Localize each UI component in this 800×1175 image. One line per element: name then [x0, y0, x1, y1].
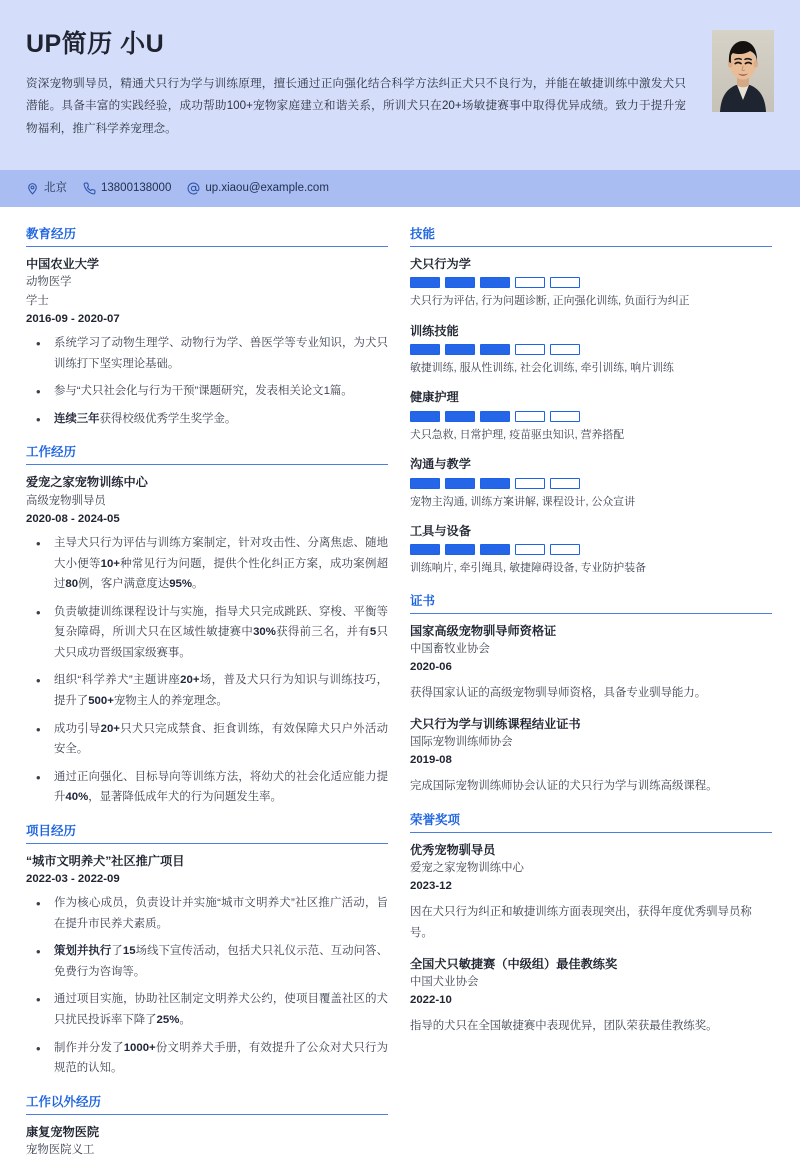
bullet-item: • 策划并执行了15场线下宣传活动，包括犬只礼仪示范、互动问答、免费行为咨询等。 — [30, 941, 388, 982]
entry-date: 2019-08 — [410, 754, 452, 767]
skill-level-bar — [410, 344, 772, 355]
section-left-2 — [26, 824, 388, 1079]
skill-keywords: 训练响片, 牵引绳具, 敏捷障碍设备, 专业防护装备 — [410, 562, 646, 575]
skill-segment — [515, 344, 545, 355]
entry-issuer: 中国犬业协会 — [410, 976, 479, 989]
contact-phone[interactable] — [83, 182, 171, 195]
section-title: 工作以外经历 — [26, 1095, 388, 1115]
skill-segment — [410, 344, 440, 355]
bullet-item: • 制作并分发了1000+份文明养犬手册，有效提升了公众对犬只行为规范的认知。 — [30, 1038, 388, 1079]
contact-email[interactable] — [187, 182, 329, 195]
entry — [410, 955, 772, 1037]
skill-item — [410, 388, 772, 444]
section-left-3 — [26, 1095, 388, 1160]
header-text-block — [26, 26, 696, 141]
bullet-list — [26, 533, 388, 807]
skill-segment — [445, 544, 475, 555]
skill-segment — [515, 411, 545, 422]
bullet-item: • 系统学习了动物生理学、动物行为学、兽医学等专业知识，为犬只训练打下坚实理论基础。 — [30, 333, 388, 374]
entry-subtitle: 高级宠物驯导员 — [26, 494, 106, 507]
left-column — [26, 227, 388, 1175]
bullet-item: • 负责敏捷训练课程设计与实施，指导犬只完成跳跃、穿梭、平衡等复杂障碍，所训犬只在区域性敏捷赛中30%获得前三名，并有5只犬只成功晋级国家级赛事。 — [30, 602, 388, 664]
skill-segment — [410, 478, 440, 489]
contact-location-text: 北京 — [44, 181, 67, 194]
skill-item — [410, 322, 772, 378]
entry-description: 完成国际宠物训练师协会认证的犬只行为学与训练高级课程。 — [410, 779, 718, 792]
entry — [26, 852, 388, 1079]
skill-keywords: 犬只行为评估, 行为问题诊断, 正向强化训练, 负面行为纠正 — [410, 295, 690, 308]
location-pin-icon — [26, 182, 39, 195]
bullet-item: • 成功引导20+只犬只完成禁食、拒食训练，有效保障犬只户外活动安全。 — [30, 719, 388, 760]
contact-location — [26, 182, 67, 195]
skill-segment — [550, 478, 580, 489]
entry-title: 爱宠之家宠物训练中心 — [26, 475, 148, 490]
entry — [410, 841, 772, 944]
skill-segment — [515, 544, 545, 555]
entry-title: “城市文明养犬”社区推广项目 — [26, 853, 185, 868]
bullet-list — [26, 893, 388, 1078]
section-title: 项目经历 — [26, 824, 388, 844]
bullet-item: • 通过正向强化、目标导向等训练方法，将幼犬的社会化适应能力提升40%，显著降低成年犬的行为问题发生率。 — [30, 767, 388, 808]
section-title: 工作经历 — [26, 445, 388, 465]
skill-segment — [480, 344, 510, 355]
entry-title: 犬只行为学与训练课程结业证书 — [410, 716, 581, 731]
entry-date: 2020-06 — [410, 661, 452, 674]
skill-keywords: 敏捷训练, 服从性训练, 社会化训练, 牵引训练, 响片训练 — [410, 362, 674, 375]
entry-date: 2020-08 - 2024-05 — [26, 512, 120, 525]
entry-description: 获得国家认证的高级宠物驯导师资格，具备专业驯导能力。 — [410, 686, 707, 699]
section-title: 证书 — [410, 594, 772, 614]
bullet-item: • 参与“犬只社会化与行为干预”课题研究，发表相关论文1篇。 — [30, 381, 388, 402]
skill-segment — [410, 544, 440, 555]
skill-item — [410, 455, 772, 511]
entry-issuer: 爱宠之家宠物训练中心 — [410, 862, 524, 875]
skill-keywords: 宠物主沟通, 训练方案讲解, 课程设计, 公众宣讲 — [410, 495, 636, 508]
entry-subtitle: 宠物医院义工 — [26, 1143, 95, 1156]
skill-item — [410, 255, 772, 311]
bullet-item: • 连续三年获得校级优秀学生奖学金。 — [30, 409, 388, 430]
entry-title: 康复宠物医院 — [26, 1124, 100, 1139]
bullet-item: • 组织“科学养犬”主题讲座20+场，普及犬只行为知识与训练技巧，提升了500+宠物主人的养宠理念。 — [30, 670, 388, 711]
skill-name: 沟通与教学 — [410, 457, 471, 472]
section-title: 教育经历 — [26, 227, 388, 247]
entry-issuer: 中国畜牧业协会 — [410, 642, 490, 655]
skill-segment — [410, 277, 440, 288]
resume-header — [0, 0, 800, 170]
skill-segment — [445, 478, 475, 489]
entry-issuer: 国际宠物训练师协会 — [410, 736, 513, 748]
bullet-item: • 主导犬只行为评估与训练方案制定，针对攻击性、分离焦虑、随地大小便等10+种常见行为问题，提供个性化纠正方案，成功案例超过80例，客户满意度达95%。 — [30, 533, 388, 595]
section-skills — [410, 227, 772, 578]
entry-date: 2022-03 - 2022-09 — [26, 872, 120, 885]
resume-body — [0, 207, 800, 1175]
entry-title: 优秀宠物驯导员 — [410, 842, 496, 857]
entry — [26, 255, 388, 429]
skill-segment — [445, 277, 475, 288]
entry-description: 指导的犬只在全国敏捷赛中表现优异，团队荣获最佳教练奖。 — [410, 1019, 718, 1032]
entry-title: 全国犬只敏捷赛（中级组）最佳教练奖 — [410, 956, 618, 971]
entry-date: 2016-09 - 2020-07 — [26, 312, 120, 325]
skill-segment — [480, 544, 510, 555]
skill-level-bar — [410, 277, 772, 288]
skill-name: 健康护理 — [410, 390, 459, 405]
skill-segment — [550, 277, 580, 288]
skill-name: 工具与设备 — [410, 523, 471, 538]
section-title: 荣誉奖项 — [410, 813, 772, 833]
skill-segment — [410, 411, 440, 422]
skill-segment — [445, 411, 475, 422]
bullet-item: • 作为核心成员，负责设计并实施“城市文明养犬”社区推广活动，旨在提升市民养犬素质。 — [30, 893, 388, 934]
entry-title: 国家高级宠物驯导师资格证 — [410, 623, 557, 638]
skill-segment — [515, 277, 545, 288]
bullet-item: • 通过项目实施，协助社区制定文明养犬公约，使项目覆盖社区的犬只扰民投诉率下降了25%。 — [30, 989, 388, 1030]
skill-keywords: 犬只急救, 日常护理, 疫苗驱虫知识, 营养搭配 — [410, 428, 625, 441]
section-title: 技能 — [410, 227, 772, 247]
entry-date: 2023-12 — [410, 880, 452, 893]
skill-segment — [550, 411, 580, 422]
section-left-1 — [26, 445, 388, 807]
phone-icon — [83, 182, 96, 195]
avatar — [712, 30, 774, 112]
skill-name: 训练技能 — [410, 323, 459, 338]
entry-subtitle-2: 学士 — [26, 294, 49, 307]
entry — [410, 622, 772, 704]
entry-date: 2022-10 — [410, 994, 452, 1007]
page-title: UP简历 小U — [26, 30, 165, 58]
bullet-list — [26, 333, 388, 429]
skill-segment — [480, 277, 510, 288]
skill-item — [410, 522, 772, 578]
section-awards — [410, 813, 772, 1037]
profile-summary: 资深宠物驯导员，精通犬只行为学与训练原理，擅长通过正向强化结合科学方法纠正犬只不良行为，并能在敏捷训练中激发犬只潜能。具备丰富的实践经验，成功帮助100+宠物家庭建立和谐关系，所训犬只在20+场敏捷赛事中取得优异成绩。致力于提升宠物福利，推广科学养宠理念。 — [26, 76, 686, 135]
entry-subtitle: 动物医学 — [26, 276, 72, 289]
skill-name: 犬只行为学 — [410, 257, 471, 271]
skill-segment — [550, 344, 580, 355]
section-left-0 — [26, 227, 388, 429]
entry — [26, 473, 388, 807]
entry-description: 因在犬只行为纠正和敏捷训练方面表现突出，获得年度优秀驯导员称号。 — [410, 905, 752, 939]
right-column — [410, 227, 772, 1053]
skill-level-bar — [410, 544, 772, 555]
contact-bar — [0, 170, 800, 207]
skill-segment — [445, 344, 475, 355]
skill-segment — [550, 544, 580, 555]
contact-phone-text: 13800138000 — [101, 181, 172, 194]
skill-segment — [515, 478, 545, 489]
skill-level-bar — [410, 411, 772, 422]
entry-title: 中国农业大学 — [26, 257, 100, 271]
entry — [26, 1123, 388, 1160]
contact-email-text: up.xiaou@example.com — [205, 181, 329, 194]
section-certificates — [410, 594, 772, 797]
skill-segment — [480, 411, 510, 422]
skill-segment — [480, 478, 510, 489]
at-sign-icon — [187, 182, 200, 195]
entry — [410, 715, 772, 797]
skill-level-bar — [410, 478, 772, 489]
